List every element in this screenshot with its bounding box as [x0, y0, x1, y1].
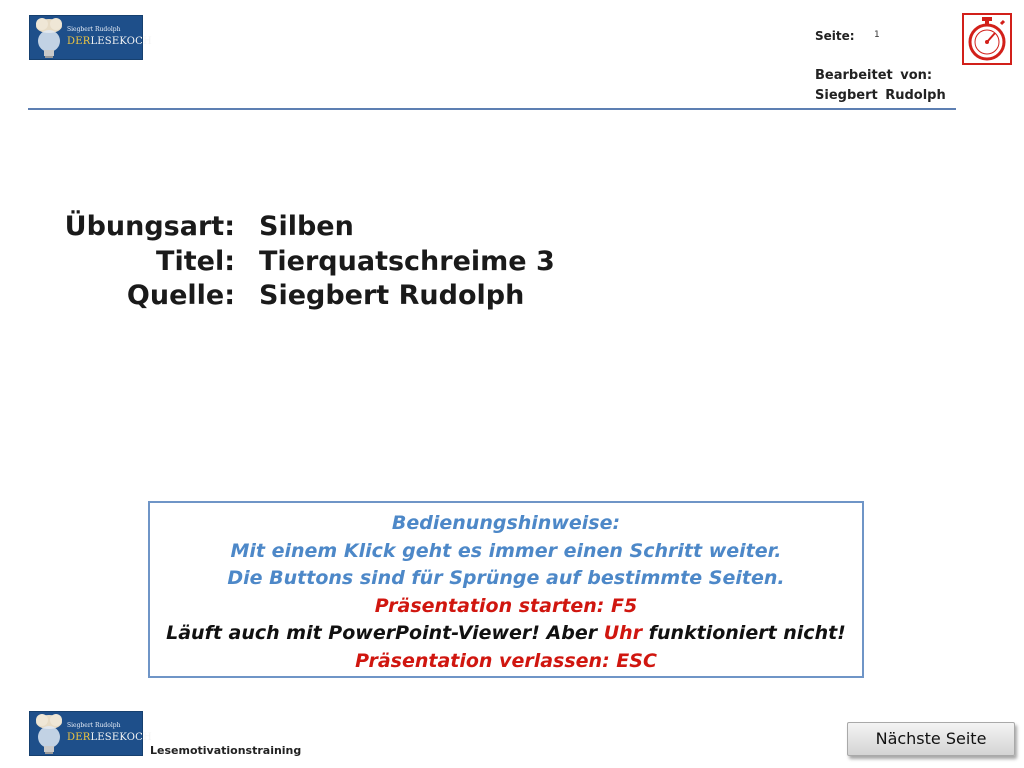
chef-bulb-icon	[31, 713, 67, 754]
exercise-title-label: Titel:	[156, 245, 235, 277]
logo-name: Siegbert Rudolph	[67, 722, 121, 729]
exercise-type-label: Übungsart:	[64, 211, 235, 242]
stopwatch-button[interactable]	[962, 13, 1012, 65]
logo-name: Siegbert Rudolph	[67, 26, 121, 33]
exercise-type-value: Silben	[259, 211, 354, 242]
lesekoch-logo-footer	[29, 711, 152, 756]
exercise-title-row	[60, 245, 555, 280]
exercise-source-label: Quelle:	[126, 280, 235, 311]
instructions-heading: Bedienungshinweise:	[391, 512, 621, 534]
instructions-line-exit: Präsentation verlassen: ESC	[355, 649, 657, 672]
logo-brand: DERLESEKOCH	[67, 36, 152, 47]
usage-instructions-box	[148, 501, 864, 678]
instructions-line-buttons: Die Buttons sind für Sprünge auf bestimmte Seiten.	[227, 567, 785, 589]
page-number: 1	[874, 30, 880, 40]
exercise-source-row	[60, 279, 555, 314]
exercise-type-row	[60, 210, 555, 245]
instructions-line-viewer: Läuft auch mit PowerPoint-Viewer! Aber Uhr funktioniert nicht!	[166, 622, 846, 644]
instructions-line-click: Mit einem Klick geht es immer einen Schritt weiter.	[230, 539, 782, 562]
footer-label: Lesemotivationstraining	[150, 744, 302, 757]
chef-bulb-icon	[31, 17, 67, 58]
edited-by	[815, 66, 946, 106]
page-label: Seite:	[815, 29, 855, 43]
logo-brand: DERLESEKOCH	[67, 732, 152, 743]
edited-by-name: Siegbert Rudolph	[815, 88, 946, 103]
exercise-info	[60, 210, 555, 314]
lesekoch-logo	[29, 15, 152, 60]
next-page-button[interactable]: Nächste Seite	[847, 722, 1015, 756]
exercise-source-value: Siegbert Rudolph	[259, 280, 525, 311]
header-divider	[28, 108, 956, 110]
exercise-title-value: Tierquatschreime 3	[259, 245, 555, 277]
instructions-line-start: Präsentation starten: F5	[374, 594, 638, 617]
edited-by-label: Bearbeitet von:	[815, 68, 933, 83]
stopwatch-icon	[965, 16, 1009, 62]
